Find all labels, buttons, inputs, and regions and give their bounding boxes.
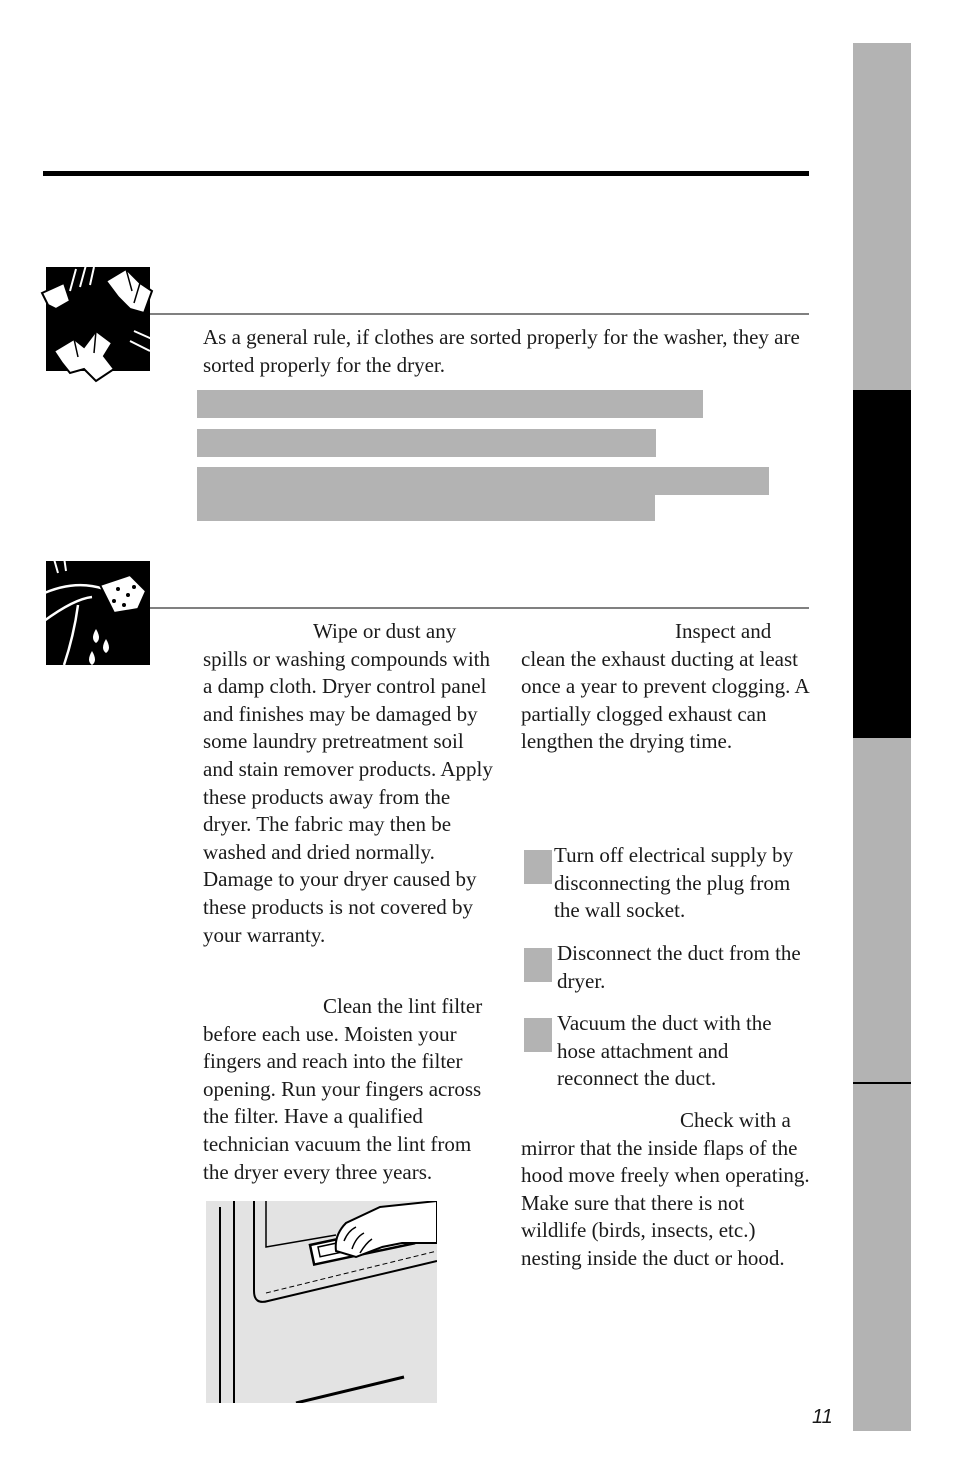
sorting-intro: As a general rule, if clothes are sorted properly for the washer, they are sorted properly for the dryer. bbox=[203, 325, 800, 377]
step-1-text: Turn off electrical supply by disconnecting the plug from the wall socket. bbox=[554, 843, 794, 923]
lint-filter-illustration bbox=[206, 1201, 437, 1403]
header-rule bbox=[43, 171, 809, 176]
step-marker bbox=[524, 948, 552, 982]
exhaust-duct-text: Inspect and clean the exhaust ducting at least once a year to prevent clogging. A partially clogged exhaust can lengthen the drying time. bbox=[521, 619, 809, 754]
step-3-text: Vacuum the duct with the hose attachment and reconnect the duct. bbox=[557, 1011, 772, 1091]
sidebar-active-tab bbox=[853, 390, 911, 738]
sorting-section-rule bbox=[150, 313, 809, 315]
clothes-icon bbox=[46, 267, 150, 371]
step-2-text: Disconnect the duct from the dryer. bbox=[557, 941, 801, 993]
step-marker bbox=[524, 1018, 552, 1052]
exterior-care-text: Wipe or dust any spills or washing compounds with a damp cloth. Dryer control panel and finishes may be damaged by some laundry pretreatment soil and stain remover products. Apply these products away from the dryer. The fabric may then be washed and dried normally. Damage to your dryer caused by these products is not covered by your warranty. bbox=[203, 619, 493, 947]
page-number: 11 bbox=[812, 1406, 833, 1428]
sorting-tip-bar bbox=[197, 467, 769, 495]
lint-filter-text: Clean the lint filter before each use. Moisten your fingers and reach into the filter opening. Run your fingers across the filter. Have a qualified technician vacuum the lint from the dryer every three years. bbox=[203, 994, 483, 1184]
sidebar-divider bbox=[853, 1082, 911, 1084]
exhaust-hood-text: Check with a mirror that the inside flaps of the hood move freely when operating. Make sure that there is not wildlife (birds, insects, etc.) nesting inside the duct or hood. bbox=[521, 1108, 810, 1270]
sorting-tip-bar bbox=[197, 429, 656, 457]
sponge-cleaning-icon bbox=[46, 561, 150, 665]
sorting-tip-bar bbox=[197, 495, 655, 521]
sorting-tip-bar bbox=[197, 390, 703, 418]
care-section-rule bbox=[150, 607, 809, 609]
step-marker bbox=[524, 850, 552, 884]
